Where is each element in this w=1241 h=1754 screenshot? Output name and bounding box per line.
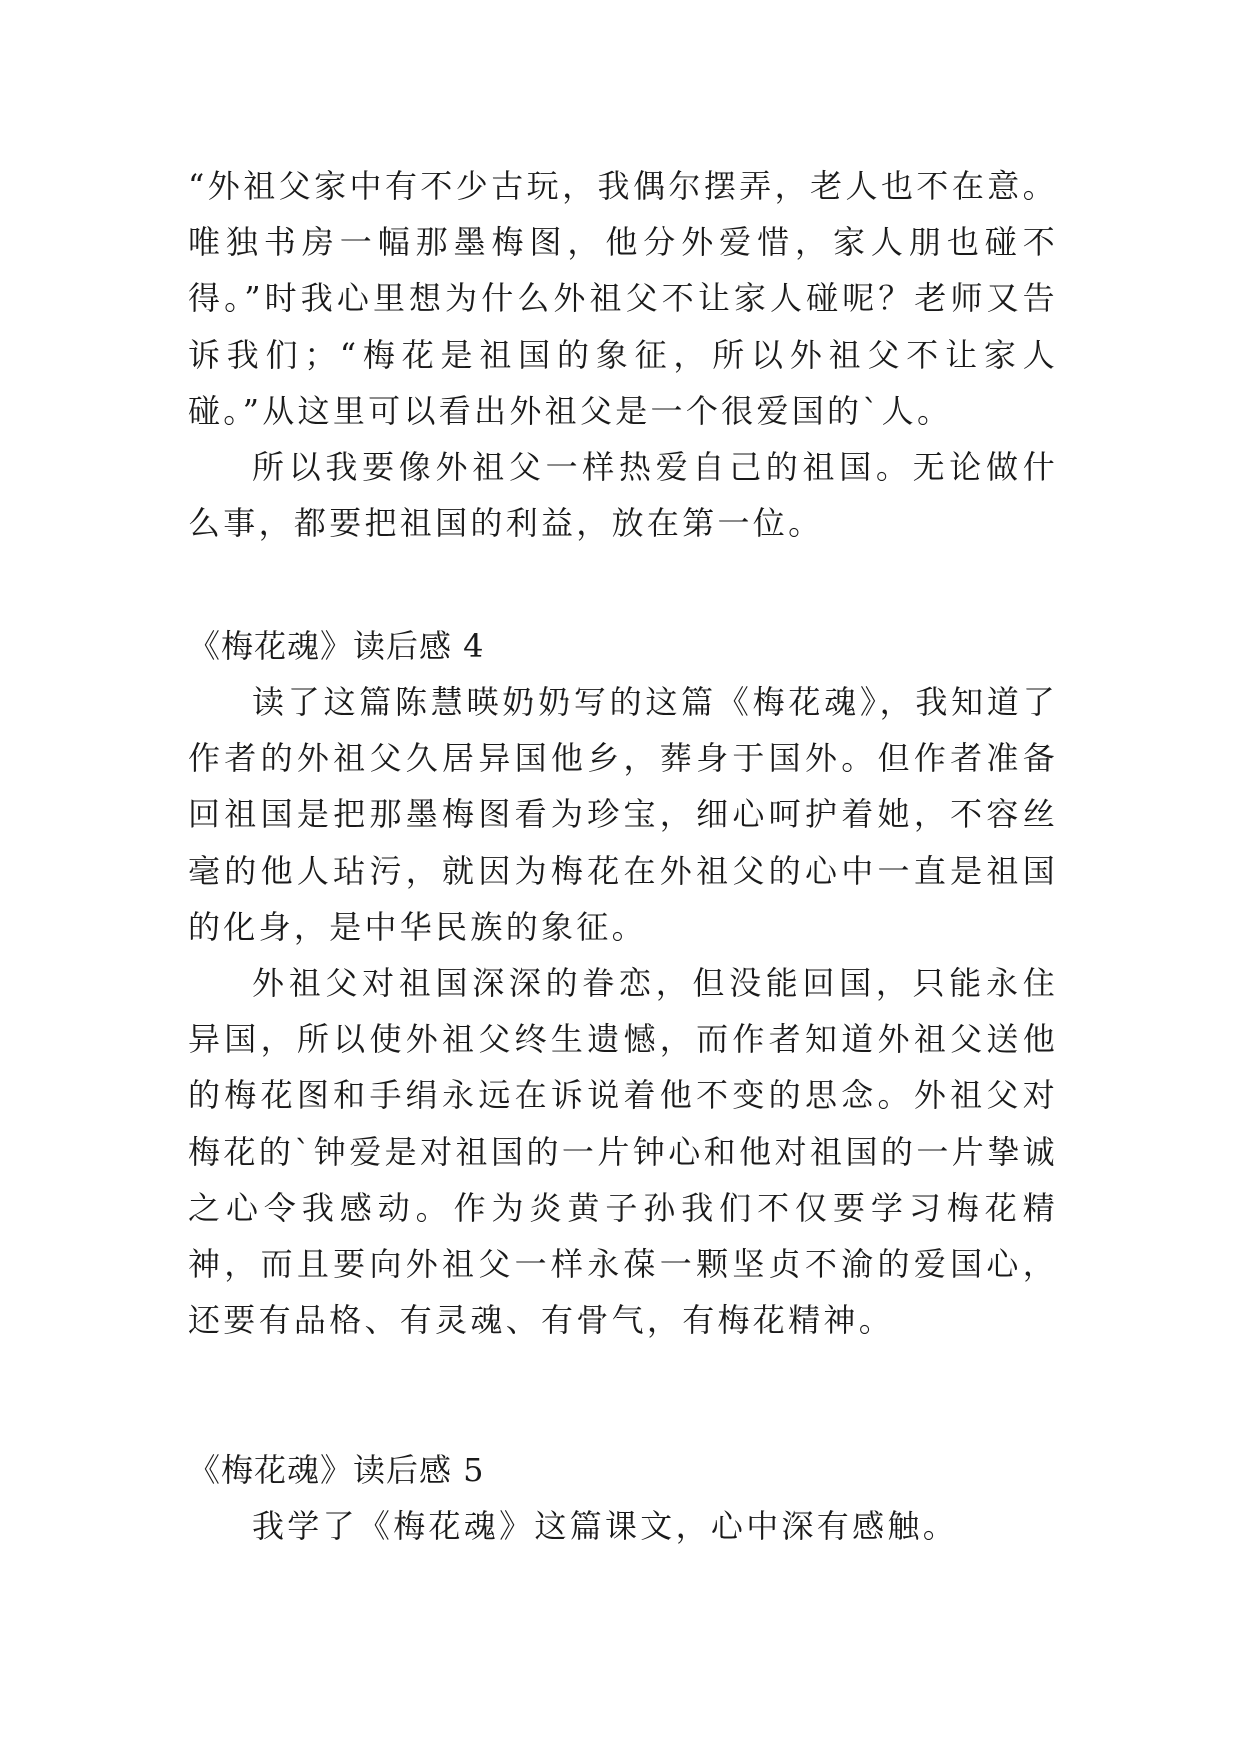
paragraph: “外祖父家中有不少古玩，我偶尔摆弄，老人也不在意。唯独书房一幅那墨梅图，他分外爱惜，家人朋也碰不得。”时我心里想为什么外祖父不让家人碰呢？老师又告诉我们；“梅花是祖国的象征，所以外祖父不让家人碰。”从这里可以看出外祖父是一个很爱国的`人。: [188, 167, 1058, 430]
paragraph: 我学了《梅花魂》这篇课文，心中深有感触。: [252, 1507, 959, 1545]
paragraph: 外祖父对祖国深深的眷恋，但没能回国，只能永住异国，所以使外祖父终生遗憾，而作者知道外祖父送他的梅花图和手绢永远在诉说着他不变的思念。外祖父对梅花的`钟爱是对祖国的一片钟心和他对祖国的一片挚诚之心令我感动。作为炎黄子孙我们不仅要学习梅花精神，而且要向外祖父一样永葆一颗坚贞不渝的爱国心，还要有品格、有灵魂、有骨气，有梅花精神。: [188, 964, 1058, 1340]
paragraph: 读了这篇陈慧暎奶奶写的这篇《梅花魂》，我知道了作者的外祖父久居异国他乡，葬身于国外。但作者准备回祖国是把那墨梅图看为珍宝，细心呵护着她，不容丝毫的他人玷污，就因为梅花在外祖父的心中一直是祖国的化身，是中华民族的象征。: [188, 683, 1058, 946]
paragraph: 所以我要像外祖父一样热爱自己的祖国。无论做什么事，都要把祖国的利益，放在第一位。: [188, 448, 1058, 543]
essay-3-body: [188, 158, 1058, 551]
section-heading-4: 《梅花魂》读后感 4: [188, 627, 485, 665]
essay-4-body: [188, 674, 1058, 1348]
essay-5-body: [188, 1498, 1058, 1554]
section-heading-5: 《梅花魂》读后感 5: [188, 1451, 485, 1489]
